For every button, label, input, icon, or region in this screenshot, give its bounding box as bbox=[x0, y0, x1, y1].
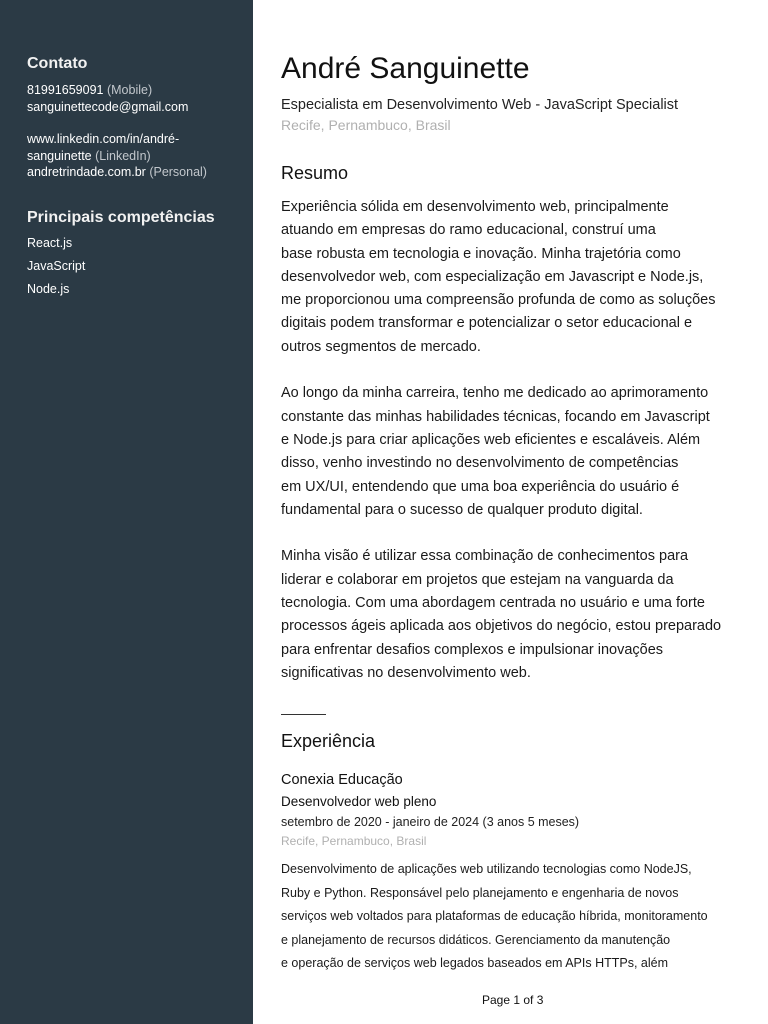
summary-paragraph: Ao longo da minha carreira, tenho me dedicado ao aprimoramento constante das minhas habilidades técnicas, focando em Javascript e Node.js para criar aplicações web eficientes e escaláveis. Além disso, venho investindo no desenvolvimento de competências em UX/UI, entendendo que uma boa experiência do usuário é fundamental para o sucesso de qualquer produto digital. bbox=[281, 385, 710, 518]
summary-heading: Resumo bbox=[281, 163, 349, 183]
profile-location: Recife, Pernambuco, Brasil bbox=[281, 117, 451, 133]
summary-paragraph: Experiência sólida em desenvolvimento web, principalmente atuando em empresas do ramo educacional, construí uma base robusta em tecnologia e inovação. Minha trajetória como desenvolvedor web, com especialização em Javascript e Node.js, me proporcionou uma compreensão profunda de como as soluções digitais podem transformar e potencializar o setor educacional e outros segmentos de mercado. bbox=[281, 199, 716, 355]
summary-paragraph: Minha visão é utilizar essa combinação de conhecimentos para liderar e colaborar em projetos que estejam na vanguarda da tecnologia. Com uma abordagem centrada no usuário e uma forte processos ágeis aplicada aos objetivos do negócio, estou preparado para enfrentar desafios complexos e impulsionar inovações significativas no desenvolvimento web. bbox=[281, 548, 722, 681]
phone-label: (Mobile) bbox=[106, 83, 153, 97]
page-number: Page 1 of 3 bbox=[482, 993, 544, 1007]
linkedin-link-line2[interactable]: sanguinette bbox=[27, 148, 92, 163]
profile-headline: Especialista em Desenvolvimento Web - JavaScript Specialist bbox=[281, 97, 679, 113]
sidebar bbox=[0, 0, 253, 1024]
website-label: (Personal) bbox=[149, 165, 207, 179]
linkedin-label: (LinkedIn) bbox=[95, 148, 151, 163]
summary-text bbox=[281, 196, 751, 709]
contact-heading: Contato bbox=[27, 55, 88, 72]
experience-heading: Experiência bbox=[281, 731, 376, 751]
section-divider bbox=[281, 714, 326, 715]
linkedin-line2 bbox=[27, 148, 242, 165]
skills-heading: Principais competências bbox=[27, 209, 215, 226]
experience-role: Desenvolvedor web pleno bbox=[281, 794, 437, 809]
linkedin-link-line1[interactable]: www.linkedin.com/in/andré- bbox=[27, 132, 180, 146]
website-line bbox=[27, 164, 242, 181]
profile-name: André Sanguinette bbox=[281, 52, 530, 85]
contact-block bbox=[27, 82, 242, 115]
experience-period: setembro de 2020 - janeiro de 2024 (3 anos 5 meses) bbox=[281, 815, 580, 829]
experience-description: Desenvolvimento de aplicações web utilizando tecnologias como NodeJS, Ruby e Python. Responsável pelo planejamento e engenharia de novos serviços web voltados para plataformas de educação híbrida, monitoramento e planejamento de recursos didáticos. Gerenciamento da manutenção e operação de serviços web legados baseados em APIs HTTPs, além bbox=[281, 862, 708, 970]
email-link[interactable]: sanguinettecode@gmail.com bbox=[27, 99, 189, 114]
skill-item: JavaScript bbox=[27, 259, 86, 273]
phone-line bbox=[27, 82, 242, 99]
skill-item: Node.js bbox=[27, 282, 70, 296]
skills-list bbox=[27, 232, 242, 301]
website-link[interactable]: andretrindade.com.br bbox=[27, 165, 146, 179]
experience-location: Recife, Pernambuco, Brasil bbox=[281, 834, 427, 848]
skill-item: React.js bbox=[27, 236, 73, 250]
links-block bbox=[27, 131, 242, 181]
phone-number: 81991659091 bbox=[27, 83, 104, 97]
experience-company: Conexia Educação bbox=[281, 772, 403, 788]
